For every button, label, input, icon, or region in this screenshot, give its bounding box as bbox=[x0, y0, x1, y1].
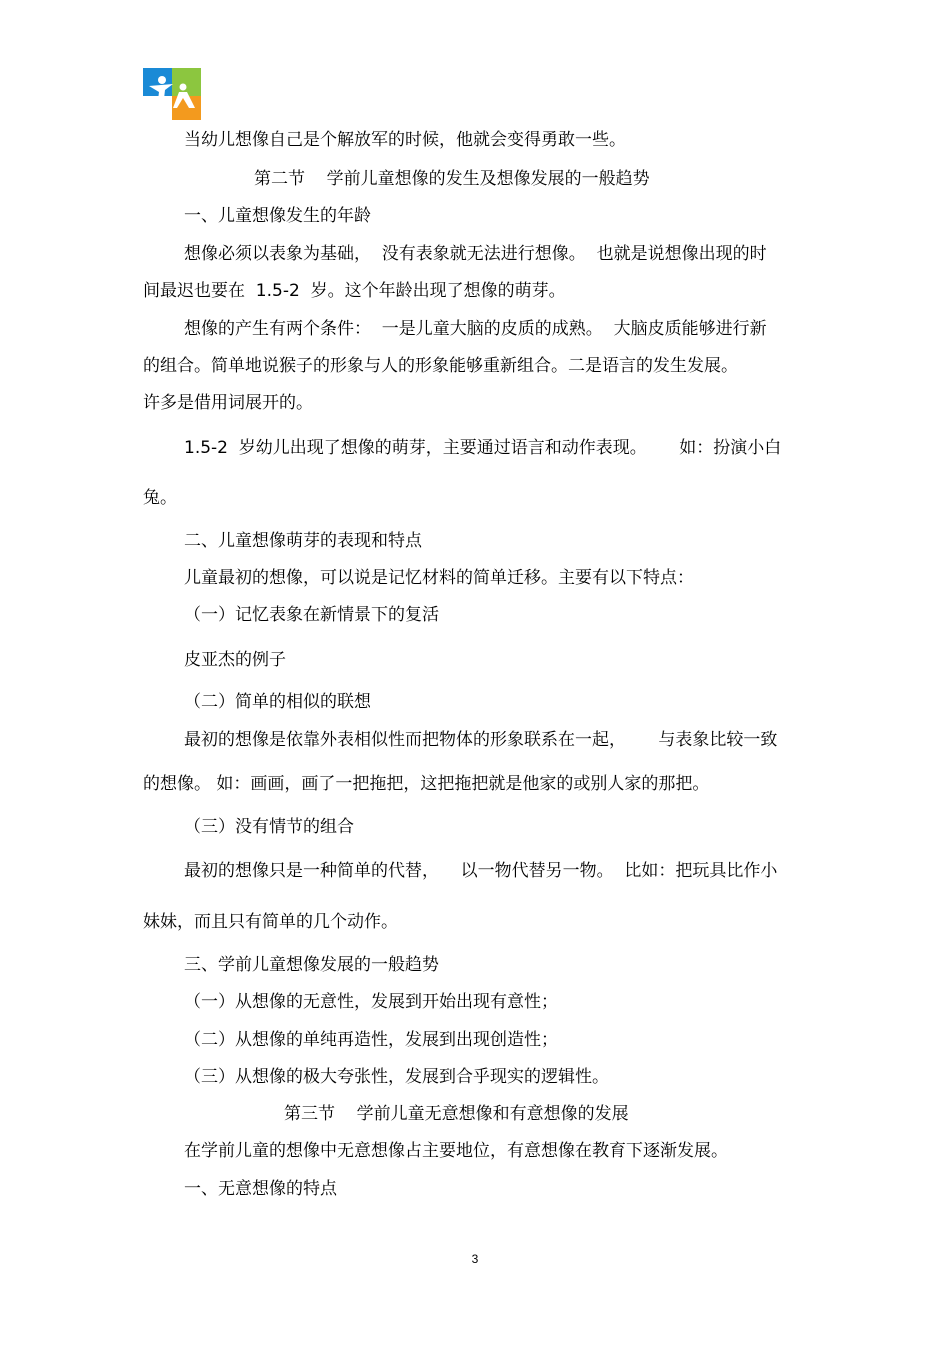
paragraph-line: 最初的想像只是一种简单的代替， 以一物代替另一物。 比如：把玩具比作小 bbox=[184, 861, 778, 881]
paragraph-line: 的组合。简单地说猴子的形象与人的形象能够重新组合。二是语言的发生发展。 bbox=[143, 356, 738, 376]
subheading: 一、无意想像的特点 bbox=[184, 1179, 337, 1199]
paragraph-line: 当幼儿想像自己是个解放军的时候，他就会变得勇敢一些。 bbox=[184, 130, 626, 150]
paragraph-line: 想像必须以表象为基础， 没有表象就无法进行想像。 也就是说想像出现的时 bbox=[184, 244, 767, 264]
paragraph-line: 间最迟也要在 1.5-2 岁。这个年龄出现了想像的萌芽。 bbox=[143, 281, 566, 301]
paragraph-line: 的想像。 如：画画，画了一把拖把，这把拖把就是他家的或别人家的那把。 bbox=[143, 774, 710, 794]
paragraph-line: 最初的想像是依靠外表相似性而把物体的形象联系在一起， 与表象比较一致 bbox=[184, 730, 778, 750]
list-item: （一）从想像的无意性，发展到开始出现有意性； bbox=[184, 992, 558, 1012]
page-number: 3 bbox=[471, 1252, 479, 1266]
paragraph-line: 兔。 bbox=[143, 488, 177, 508]
subheading: 一、儿童想像发生的年龄 bbox=[184, 206, 371, 226]
list-item: （三）没有情节的组合 bbox=[184, 817, 354, 837]
paragraph-line: 在学前儿童的想像中无意想像占主要地位，有意想像在教育下逐渐发展。 bbox=[184, 1141, 728, 1161]
subheading: 三、学前儿童想像发展的一般趋势 bbox=[184, 955, 439, 975]
paragraph-line: 许多是借用词展开的。 bbox=[143, 393, 313, 413]
section-heading: 第三节 学前儿童无意想像和有意想像的发展 bbox=[284, 1104, 629, 1124]
paragraph-line: 想像的产生有两个条件： 一是儿童大脑的皮质的成熟。 大脑皮质能够进行新 bbox=[184, 319, 767, 339]
paragraph-line: 妹妹，而且只有简单的几个动作。 bbox=[143, 912, 398, 932]
list-item: （二）从想像的单纯再造性，发展到出现创造性； bbox=[184, 1030, 558, 1050]
paragraph-line: 皮亚杰的例子 bbox=[184, 650, 286, 670]
paragraph-line: 1.5-2 岁幼儿出现了想像的萌芽，主要通过语言和动作表现。 如：扮演小白 bbox=[184, 438, 782, 458]
list-item: （二）简单的相似的联想 bbox=[184, 692, 371, 712]
subheading: 二、儿童想像萌芽的表现和特点 bbox=[184, 531, 422, 551]
list-item: （一）记忆表象在新情景下的复活 bbox=[184, 605, 439, 625]
paragraph-line: 儿童最初的想像，可以说是记忆材料的简单迁移。主要有以下特点： bbox=[184, 568, 694, 588]
list-item: （三）从想像的极大夸张性，发展到合乎现实的逻辑性。 bbox=[184, 1067, 609, 1087]
section-heading: 第二节 学前儿童想像的发生及想像发展的一般趋势 bbox=[254, 169, 650, 189]
logo-icon bbox=[143, 68, 201, 120]
